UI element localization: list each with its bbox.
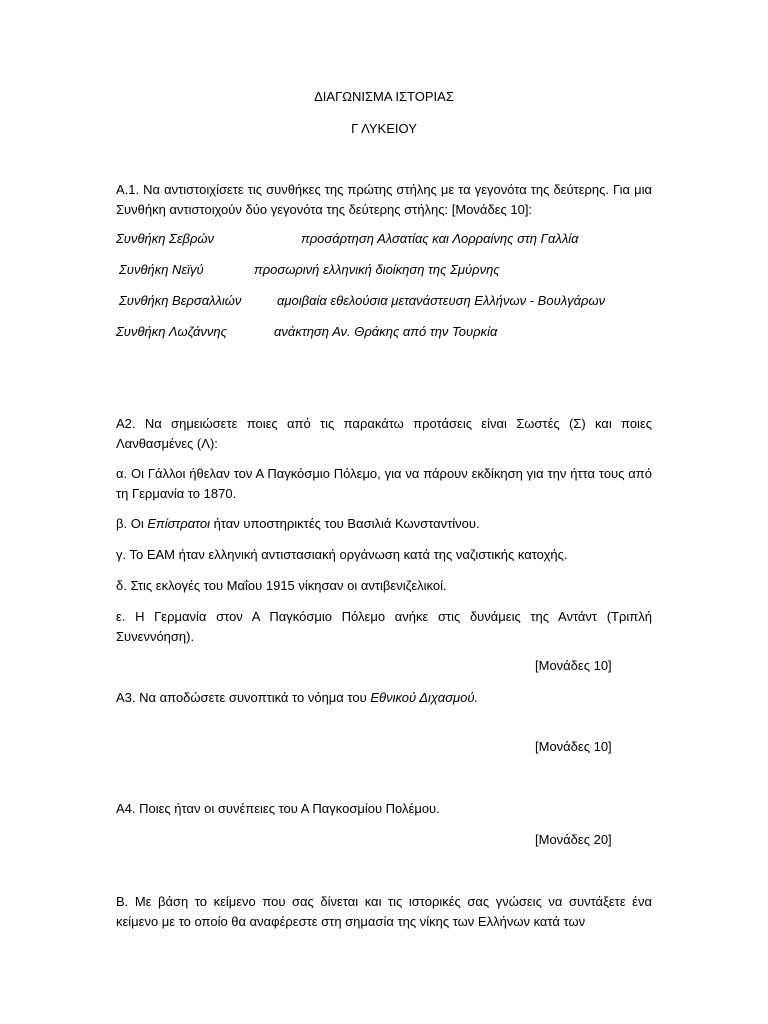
a1-row-2-treaty: Συνθήκη Νεϊγύ	[119, 262, 204, 277]
a2-item-b-italic: Επίστρατοι	[147, 516, 210, 531]
section-b: Β. Με βάση το κείμενο που σας δίνεται και τις ιστορικές σας γνώσεις να συντάξετε ένα κείμενο με το οποίο θα αναφέρεστε στη σημασία της νίκης των Ελλήνων κατά των	[116, 894, 652, 929]
a2-item-c: γ. Το ΕΑΜ ήταν ελληνική αντιστασιακή οργάνωση κατά της ναζιστικής κατοχής.	[116, 547, 568, 562]
document-title: ΔΙΑΓΩΝΙΣΜΑ ΙΣΤΟΡΙΑΣ	[314, 89, 454, 104]
a1-row-3-treaty: Συνθήκη Βερσαλλιών	[119, 293, 242, 308]
a1-row-1-treaty: Συνθήκη Σεβρών	[116, 231, 215, 246]
a2-item-b-prefix: β. Οι	[116, 516, 148, 531]
section-a3	[116, 688, 652, 708]
a3-italic: Εθνικού Διχασμού	[370, 690, 475, 705]
a2-item-b-suffix: ήταν υποστηρικτές του Βασιλιά Κωνσταντίνου.	[209, 516, 480, 531]
a1-row-2-event: προσωρινή ελληνική διοίκηση της Σμύρνης	[254, 262, 500, 277]
section-a4: Α4. Ποιες ήταν οι συνέπειες του Α Παγκοσμίου Πολέμου.	[116, 801, 440, 816]
a1-row-4-treaty: Συνθήκη Λωζάννης	[116, 324, 227, 339]
section-a1-instruction: Α.1. Να αντιστοιχίσετε τις συνθήκες της πρώτης στήλης με τα γεγονότα της δεύτερης. Για μια Συνθήκη αντιστοιχούν δύο γεγονότα της δεύτερης στήλης: [Μονάδες 10]:	[116, 182, 652, 217]
a1-row-1-event: προσάρτηση Αλσατίας και Λορραίνης στη Γαλλία	[301, 231, 579, 246]
a1-row-4-event: ανάκτηση Αν. Θράκης από την Τουρκία	[274, 324, 498, 339]
a2-item-e: ε. Η Γερμανία στον Α Παγκόσμιο Πόλεμο ανήκε στις δυνάμεις της Αντάντ (Τριπλή Συνεννόηση).	[116, 609, 652, 644]
a2-item-b	[116, 514, 652, 534]
a4-marks: [Μονάδες 20]	[535, 832, 612, 847]
a2-marks: [Μονάδες 10]	[535, 658, 612, 673]
a3-suffix: .	[474, 690, 479, 705]
a2-item-d: δ. Στις εκλογές του Μαΐου 1915 νίκησαν οι αντιβενιζελικοί.	[116, 578, 447, 593]
a3-prefix: Α3. Να αποδώσετε συνοπτικά το νόημα του	[116, 690, 371, 705]
section-a2-instruction: Α2. Να σημειώσετε ποιες από τις παρακάτω προτάσεις είναι Σωστές (Σ) και ποιες Λανθασμένες (Λ):	[116, 416, 652, 451]
a3-marks: [Μονάδες 10]	[535, 739, 612, 754]
document-subtitle: Γ ΛΥΚΕΙΟΥ	[351, 121, 417, 136]
a2-item-a: α. Οι Γάλλοι ήθελαν τον Α Παγκόσμιο Πόλεμο, για να πάρουν εκδίκηση για την ήττα τους από τη Γερμανία το 1870.	[116, 466, 652, 501]
a1-row-3-event: αμοιβαία εθελούσια μετανάστευση Ελλήνων - Βουλγάρων	[277, 293, 606, 308]
